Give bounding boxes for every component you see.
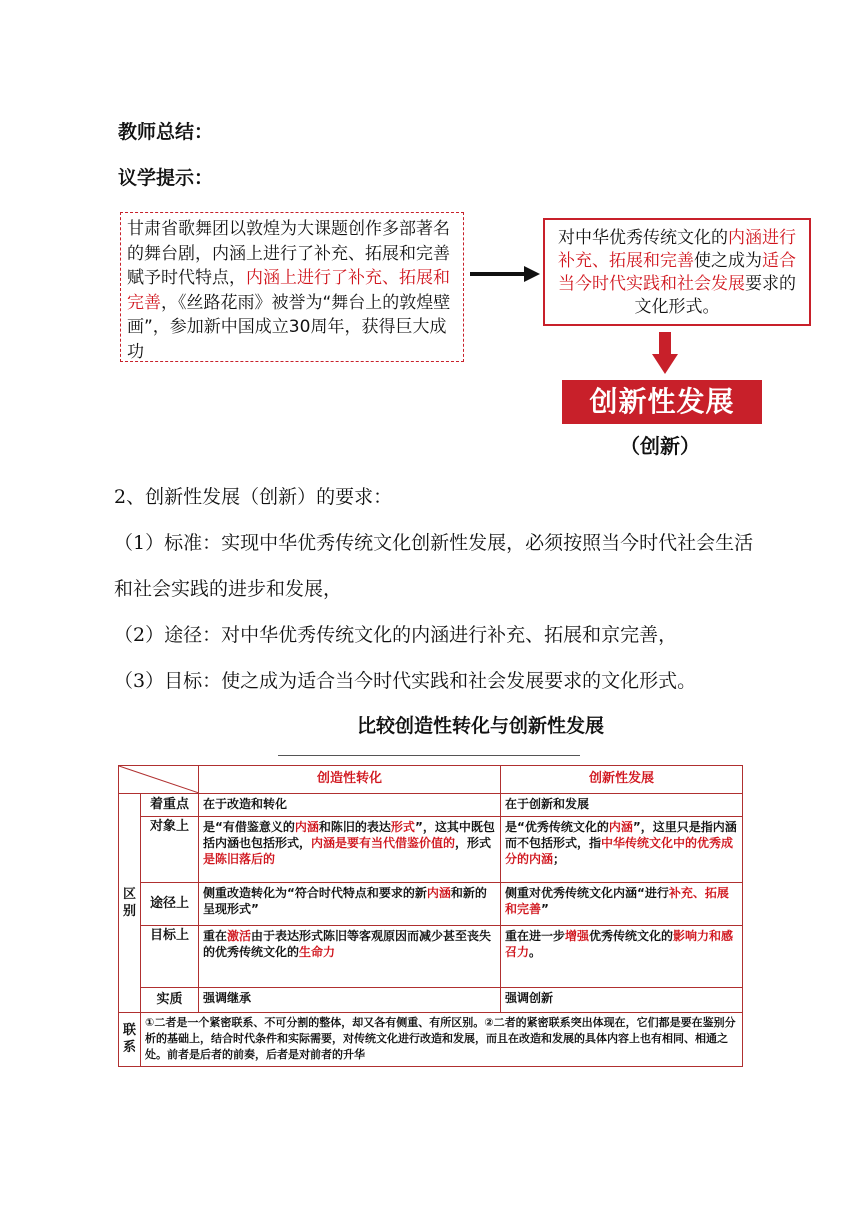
table-title: 比较创造性转化与创新性发展 — [357, 715, 605, 737]
row-label: 着重点 — [141, 793, 199, 817]
row-label: 目标上 — [141, 926, 199, 988]
right-arrow-icon — [470, 266, 540, 282]
comparison-table — [118, 765, 743, 1067]
link-text: ①二者是一个紧密联系、不可分割的整体，却又各有侧重、有所区别。②二者的紧密联系突出体现在，它们都是要在鉴别分析的基础上，结合时代条件和实际需要，对传统文化进行改造和发展，而且在改造和发展的具体内容上也有相同、相通之处。前者是后者的前奏，后者是对前者的升华 — [141, 1012, 743, 1067]
table-row — [119, 987, 743, 1012]
cell: 是“有借鉴意义的内涵和陈旧的表达形式”，这其中既包括内涵也包括形式，内涵是要有当代借鉴价值的，形式是陈旧落后的 — [199, 817, 501, 883]
link-label: 联系 — [119, 1012, 141, 1067]
table-row — [119, 817, 743, 883]
table-row — [119, 793, 743, 817]
cell: 侧重改造转化为“符合时代特点和要求的新内涵和新的呈现形式” — [199, 883, 501, 926]
def-highlight-2: 适合当今时代实践和社会发展 — [558, 251, 796, 294]
definition-box — [543, 218, 811, 326]
cell: 在于创新和发展 — [501, 793, 743, 817]
requirement-path: （2）途径：对中华优秀传统文化的内涵进行补充、拓展和京完善， — [114, 624, 678, 646]
def-highlight-1: 内涵进行补充、拓展和完善 — [558, 228, 796, 271]
header-transform: 创造性转化 — [199, 766, 501, 794]
cell: 强调创新 — [501, 987, 743, 1012]
cell: 重在激活由于表达形式陈旧等客观原因而减少甚至丧失的优秀传统文化的生命力 — [199, 926, 501, 988]
example-text-1: 甘肃省歌舞团以敦煌为大课题创作多部著名的舞台剧，内涵上进行了补充、拓展和完善赋予时代特点， — [127, 219, 450, 288]
row-label: 途径上 — [141, 883, 199, 926]
row-label: 实质 — [141, 987, 199, 1012]
def-text-1: 对中华优秀传统文化的 — [558, 228, 728, 248]
requirement-standard-line1: （1）标准：实现中华优秀传统文化创新性发展，必须按照当今时代社会生活 — [114, 532, 754, 554]
diagonal-divider — [119, 766, 199, 793]
corner-cell — [119, 766, 199, 794]
section-heading: 2、创新性发展（创新）的要求： — [114, 486, 393, 508]
innovation-banner: 创新性发展 — [562, 380, 762, 424]
hint-label: 议学提示： — [118, 167, 214, 189]
table-row — [119, 926, 743, 988]
title-underline — [278, 755, 580, 756]
requirement-goal: （3）目标：使之成为适合当今时代实践和社会发展要求的文化形式。 — [114, 670, 697, 692]
down-arrow-icon — [652, 332, 678, 374]
cell: 侧重对优秀传统文化内涵“进行补充、拓展和完善” — [501, 883, 743, 926]
cell: 是“优秀传统文化的内涵”，这里只是指内涵而不包括形式，指中华传统文化中的优秀成分的内涵； — [501, 817, 743, 883]
cell: 重在进一步增强优秀传统文化的影响力和感召力。 — [501, 926, 743, 988]
row-label: 对象上 — [141, 817, 199, 883]
def-text-2: 使之成为 — [694, 251, 762, 271]
example-highlight: 内涵上进行了补充、拓展和完善 — [127, 268, 450, 313]
def-text-3: 要求的文化形式。 — [634, 274, 796, 317]
summary-label: 教师总结： — [118, 121, 214, 143]
cell: 在于改造和转化 — [199, 793, 501, 817]
header-innovate: 创新性发展 — [501, 766, 743, 794]
cell: 强调继承 — [199, 987, 501, 1012]
table-row — [119, 1012, 743, 1067]
example-box — [120, 212, 464, 362]
innovation-subtitle: （创新） — [620, 434, 700, 458]
table-row — [119, 883, 743, 926]
requirement-standard-line2: 和社会实践的进步和发展， — [114, 578, 343, 600]
diff-label: 区别 — [119, 793, 141, 1012]
example-text-2: ，《丝路花雨》被誉为“舞台上的敦煌壁画”，参加新中国成立30周年，获得巨大成功 — [127, 292, 451, 362]
